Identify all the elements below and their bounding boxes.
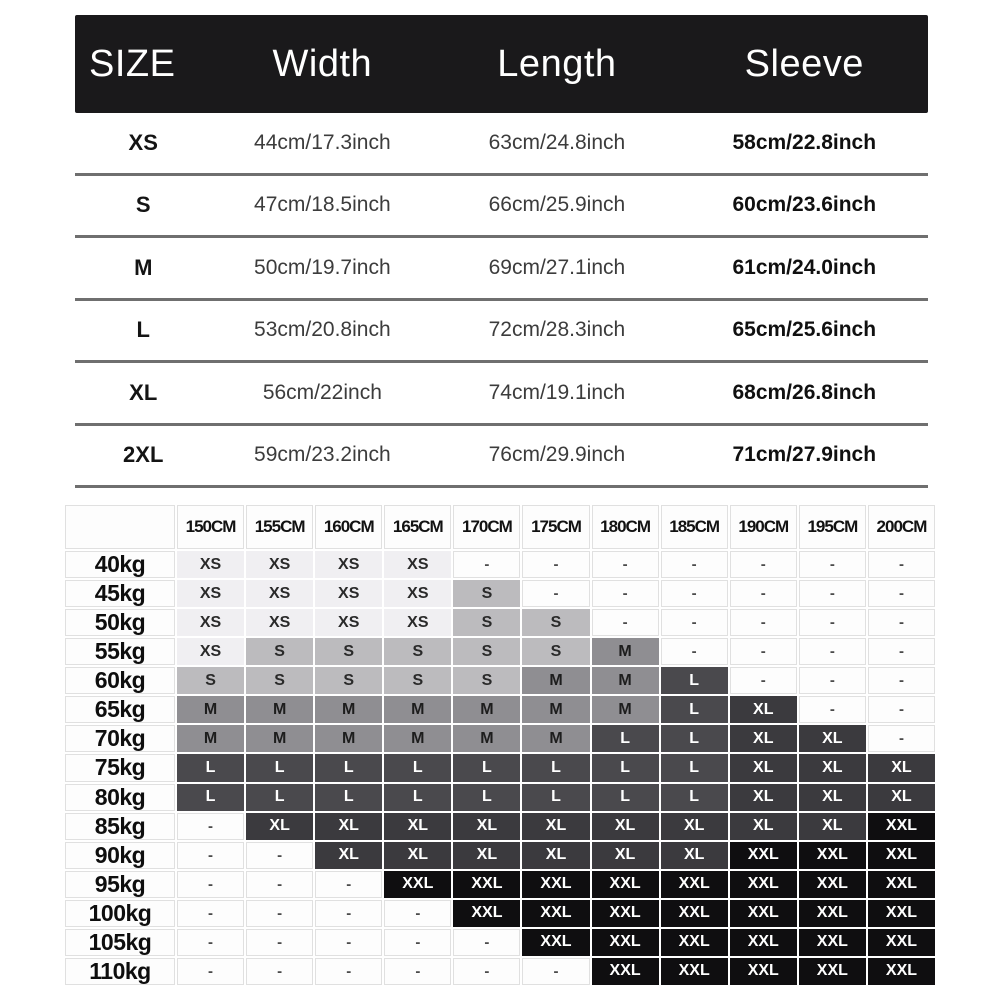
size-cell-xs: XS <box>384 580 451 607</box>
size-cell-l: L <box>661 784 728 811</box>
size-cell-xxl: XXL <box>592 958 659 985</box>
size-cell-l: L <box>592 784 659 811</box>
empty-cell: - <box>799 580 866 607</box>
size-cell-xl: XL <box>730 813 797 840</box>
size-cell-xxl: XXL <box>592 871 659 898</box>
empty-cell: - <box>868 696 935 723</box>
empty-cell: - <box>592 609 659 636</box>
size-row-l <box>75 301 928 364</box>
size-cell-xs: XS <box>246 580 313 607</box>
size-cell-xl: XL <box>730 754 797 781</box>
weight-label-90kg: 90kg <box>65 842 175 869</box>
empty-cell: - <box>868 725 935 752</box>
size-cell-xl: XL <box>799 754 866 781</box>
size-cell-m: M <box>592 667 659 694</box>
length-value: 74cm/19.1inch <box>488 380 626 404</box>
empty-cell: - <box>315 958 382 985</box>
weight-label-60kg: 60kg <box>65 667 175 694</box>
size-cell-xl: XL <box>453 813 520 840</box>
size-cell-s: S <box>246 667 313 694</box>
empty-cell: - <box>384 900 451 927</box>
height-header-185cm: 185CM <box>661 505 728 549</box>
size-cell-l: L <box>592 754 659 781</box>
empty-cell: - <box>868 580 935 607</box>
size-cell-l: L <box>661 667 728 694</box>
empty-cell: - <box>246 900 313 927</box>
size-cell-xxl: XXL <box>868 842 935 869</box>
weight-label-100kg: 100kg <box>65 900 175 927</box>
size-cell-xl: XL <box>799 784 866 811</box>
empty-cell: - <box>522 580 589 607</box>
size-cell-xxl: XXL <box>661 871 728 898</box>
size-cell-xxl: XXL <box>661 900 728 927</box>
size-value: XL <box>129 379 158 405</box>
size-value: 2XL <box>123 442 164 468</box>
size-cell-m: M <box>246 725 313 752</box>
size-cell-m: M <box>315 696 382 723</box>
width-value: 44cm/17.3inch <box>254 130 391 154</box>
size-cell-xl: XL <box>799 813 866 840</box>
size-cell-m: M <box>384 696 451 723</box>
size-cell-m: M <box>592 638 659 665</box>
size-row-s <box>75 176 928 239</box>
size-cell-m: M <box>592 696 659 723</box>
width-value: 47cm/18.5inch <box>254 193 391 217</box>
empty-cell: - <box>177 813 244 840</box>
size-cell-m: M <box>246 696 313 723</box>
weight-label-80kg: 80kg <box>65 784 175 811</box>
size-cell-xl: XL <box>592 813 659 840</box>
empty-cell: - <box>868 551 935 578</box>
empty-cell: - <box>661 638 728 665</box>
size-cell-xs: XS <box>315 580 382 607</box>
size-cell-xs: XS <box>384 609 451 636</box>
weight-label-75kg: 75kg <box>65 754 175 781</box>
size-cell-xxl: XXL <box>799 871 866 898</box>
empty-cell: - <box>799 667 866 694</box>
empty-cell: - <box>799 638 866 665</box>
size-cell-xxl: XXL <box>522 871 589 898</box>
size-cell-l: L <box>177 784 244 811</box>
empty-cell: - <box>246 958 313 985</box>
size-cell-l: L <box>661 725 728 752</box>
weight-label-70kg: 70kg <box>65 725 175 752</box>
size-cell-xl: XL <box>730 725 797 752</box>
empty-cell: - <box>453 929 520 956</box>
empty-cell: - <box>522 958 589 985</box>
empty-cell: - <box>177 871 244 898</box>
size-cell-xxl: XXL <box>799 842 866 869</box>
header-sleeve: Sleeve <box>744 42 864 85</box>
size-cell-xxl: XXL <box>868 929 935 956</box>
size-cell-xxl: XXL <box>730 958 797 985</box>
height-header-175cm: 175CM <box>522 505 589 549</box>
height-header-195cm: 195CM <box>799 505 866 549</box>
size-cell-l: L <box>246 754 313 781</box>
size-cell-xl: XL <box>315 813 382 840</box>
empty-cell: - <box>246 842 313 869</box>
sleeve-value: 65cm/25.6inch <box>732 318 877 342</box>
height-header-170cm: 170CM <box>453 505 520 549</box>
size-cell-xxl: XXL <box>522 929 589 956</box>
empty-cell: - <box>453 551 520 578</box>
size-cell-xxl: XXL <box>730 871 797 898</box>
empty-cell: - <box>246 929 313 956</box>
size-cell-m: M <box>453 696 520 723</box>
empty-cell: - <box>868 609 935 636</box>
size-cell-s: S <box>453 667 520 694</box>
size-row-m <box>75 238 928 301</box>
weight-label-110kg: 110kg <box>65 958 175 985</box>
size-cell-xs: XS <box>246 551 313 578</box>
empty-cell: - <box>661 580 728 607</box>
weight-label-45kg: 45kg <box>65 580 175 607</box>
size-cell-xs: XS <box>315 551 382 578</box>
size-cell-l: L <box>246 784 313 811</box>
size-cell-xxl: XXL <box>592 929 659 956</box>
empty-cell: - <box>246 871 313 898</box>
sleeve-value: 71cm/27.9inch <box>732 443 877 467</box>
size-cell-l: L <box>592 725 659 752</box>
measurement-table-header <box>75 15 928 113</box>
size-cell-xs: XS <box>177 609 244 636</box>
size-cell-l: L <box>661 696 728 723</box>
size-cell-xl: XL <box>730 784 797 811</box>
size-cell-xxl: XXL <box>661 929 728 956</box>
size-cell-s: S <box>384 667 451 694</box>
size-cell-l: L <box>384 784 451 811</box>
size-cell-xl: XL <box>384 813 451 840</box>
sleeve-value: 58cm/22.8inch <box>732 130 877 154</box>
size-cell-xxl: XXL <box>868 813 935 840</box>
size-cell-xxl: XXL <box>868 958 935 985</box>
size-value: XS <box>128 129 158 155</box>
height-header-160cm: 160CM <box>315 505 382 549</box>
header-length: Length <box>497 42 617 85</box>
size-cell-s: S <box>453 580 520 607</box>
size-cell-xl: XL <box>868 754 935 781</box>
size-cell-l: L <box>384 754 451 781</box>
size-cell-xl: XL <box>868 784 935 811</box>
size-cell-m: M <box>177 725 244 752</box>
size-cell-s: S <box>246 638 313 665</box>
size-cell-xl: XL <box>384 842 451 869</box>
empty-cell: - <box>177 842 244 869</box>
width-value: 50cm/19.7inch <box>254 255 391 279</box>
size-cell-xxl: XXL <box>799 900 866 927</box>
empty-cell: - <box>730 667 797 694</box>
size-cell-xxl: XXL <box>799 958 866 985</box>
size-cell-l: L <box>453 754 520 781</box>
empty-cell: - <box>730 638 797 665</box>
size-cell-m: M <box>522 667 589 694</box>
size-cell-xs: XS <box>177 551 244 578</box>
width-value: 56cm/22inch <box>262 380 382 404</box>
size-cell-s: S <box>522 609 589 636</box>
size-cell-xxl: XXL <box>868 900 935 927</box>
size-cell-l: L <box>522 784 589 811</box>
size-cell-xs: XS <box>246 609 313 636</box>
empty-cell: - <box>384 958 451 985</box>
size-cell-xl: XL <box>661 813 728 840</box>
size-cell-xxl: XXL <box>592 900 659 927</box>
size-cell-xl: XL <box>661 842 728 869</box>
size-cell-xxl: XXL <box>453 871 520 898</box>
empty-cell: - <box>799 551 866 578</box>
weight-label-95kg: 95kg <box>65 871 175 898</box>
size-cell-s: S <box>384 638 451 665</box>
empty-cell: - <box>315 929 382 956</box>
size-value: L <box>136 317 150 343</box>
empty-cell: - <box>315 900 382 927</box>
height-header-165cm: 165CM <box>384 505 451 549</box>
empty-cell: - <box>868 667 935 694</box>
size-cell-m: M <box>315 725 382 752</box>
empty-cell: - <box>868 638 935 665</box>
weight-label-65kg: 65kg <box>65 696 175 723</box>
empty-cell: - <box>799 696 866 723</box>
size-cell-xs: XS <box>177 638 244 665</box>
width-value: 53cm/20.8inch <box>254 318 391 342</box>
empty-cell: - <box>315 871 382 898</box>
empty-cell: - <box>453 958 520 985</box>
empty-cell: - <box>661 609 728 636</box>
size-cell-xl: XL <box>522 842 589 869</box>
size-cell-xxl: XXL <box>661 958 728 985</box>
empty-cell: - <box>177 958 244 985</box>
size-cell-xxl: XXL <box>730 900 797 927</box>
size-cell-xl: XL <box>315 842 382 869</box>
size-row-xs <box>75 113 928 176</box>
empty-cell: - <box>522 551 589 578</box>
header-width: Width <box>272 42 373 85</box>
size-cell-xxl: XXL <box>868 871 935 898</box>
sleeve-value: 60cm/23.6inch <box>732 193 877 217</box>
size-row-xl <box>75 363 928 426</box>
empty-cell: - <box>730 609 797 636</box>
empty-cell: - <box>592 580 659 607</box>
size-cell-xl: XL <box>453 842 520 869</box>
empty-cell: - <box>177 929 244 956</box>
size-cell-s: S <box>315 638 382 665</box>
size-cell-s: S <box>453 609 520 636</box>
empty-cell: - <box>799 609 866 636</box>
weight-label-85kg: 85kg <box>65 813 175 840</box>
size-cell-m: M <box>177 696 244 723</box>
empty-cell: - <box>730 551 797 578</box>
size-cell-l: L <box>522 754 589 781</box>
length-value: 72cm/28.3inch <box>488 318 626 342</box>
height-weight-matrix <box>65 505 935 985</box>
size-cell-l: L <box>315 784 382 811</box>
length-value: 76cm/29.9inch <box>488 443 626 467</box>
size-row-2xl <box>75 426 928 489</box>
size-cell-l: L <box>661 754 728 781</box>
size-cell-xl: XL <box>799 725 866 752</box>
height-header-190cm: 190CM <box>730 505 797 549</box>
length-value: 69cm/27.1inch <box>488 255 626 279</box>
height-header-150cm: 150CM <box>177 505 244 549</box>
size-cell-s: S <box>522 638 589 665</box>
length-value: 66cm/25.9inch <box>488 193 626 217</box>
matrix-corner-cell <box>65 505 175 549</box>
size-value: S <box>135 192 151 218</box>
size-cell-xxl: XXL <box>799 929 866 956</box>
weight-label-105kg: 105kg <box>65 929 175 956</box>
weight-label-55kg: 55kg <box>65 638 175 665</box>
size-cell-xl: XL <box>592 842 659 869</box>
size-cell-xl: XL <box>246 813 313 840</box>
length-value: 63cm/24.8inch <box>488 130 626 154</box>
size-cell-s: S <box>315 667 382 694</box>
size-cell-m: M <box>384 725 451 752</box>
header-size: SIZE <box>89 42 176 85</box>
size-cell-l: L <box>177 754 244 781</box>
size-cell-l: L <box>453 784 520 811</box>
empty-cell: - <box>592 551 659 578</box>
size-cell-l: L <box>315 754 382 781</box>
measurement-table-rows <box>75 113 928 488</box>
weight-label-50kg: 50kg <box>65 609 175 636</box>
size-cell-xl: XL <box>522 813 589 840</box>
height-header-155cm: 155CM <box>246 505 313 549</box>
size-cell-s: S <box>177 667 244 694</box>
size-cell-xl: XL <box>730 696 797 723</box>
sleeve-value: 68cm/26.8inch <box>732 380 877 404</box>
measurement-table <box>75 15 928 488</box>
size-cell-xxl: XXL <box>384 871 451 898</box>
width-value: 59cm/23.2inch <box>254 443 391 467</box>
empty-cell: - <box>661 551 728 578</box>
size-cell-xs: XS <box>315 609 382 636</box>
sleeve-value: 61cm/24.0inch <box>732 255 877 279</box>
size-cell-s: S <box>453 638 520 665</box>
size-cell-xxl: XXL <box>453 900 520 927</box>
size-cell-xs: XS <box>384 551 451 578</box>
size-value: M <box>134 254 153 280</box>
size-cell-xxl: XXL <box>730 929 797 956</box>
size-cell-m: M <box>453 725 520 752</box>
empty-cell: - <box>384 929 451 956</box>
weight-label-40kg: 40kg <box>65 551 175 578</box>
height-header-200cm: 200CM <box>868 505 935 549</box>
size-cell-m: M <box>522 725 589 752</box>
empty-cell: - <box>177 900 244 927</box>
height-header-180cm: 180CM <box>592 505 659 549</box>
size-cell-xxl: XXL <box>730 842 797 869</box>
size-cell-xxl: XXL <box>522 900 589 927</box>
size-cell-m: M <box>522 696 589 723</box>
size-cell-xs: XS <box>177 580 244 607</box>
empty-cell: - <box>730 580 797 607</box>
